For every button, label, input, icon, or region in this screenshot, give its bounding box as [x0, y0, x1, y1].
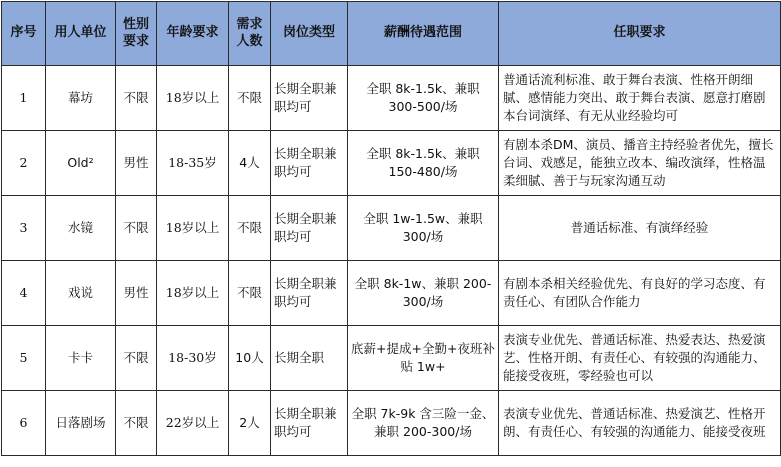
table-row	[2, 131, 781, 196]
cell-employer: 幕坊	[46, 66, 116, 131]
cell-gender: 不限	[116, 66, 157, 131]
header-gender: 性别要求	[116, 2, 157, 66]
cell-requirements: 有剧本杀DM、演员、播音主持经验者优先，擅长台词、戏感足，能独立改本、编改演绎，性格温柔细腻、善于与玩家沟通互动	[499, 131, 781, 196]
cell-seq: 3	[2, 196, 46, 261]
cell-age: 22岁以上	[157, 391, 229, 456]
header-count: 需求人数	[229, 2, 271, 66]
cell-count: 不限	[229, 66, 271, 131]
cell-seq: 2	[2, 131, 46, 196]
cell-seq: 1	[2, 66, 46, 131]
cell-requirements: 表演专业优先、普通话标准、热爱演艺、性格开朗、有责任心、有较强的沟通能力、能接受夜班	[499, 391, 781, 456]
table-body	[2, 66, 781, 456]
cell-age: 18-30岁	[157, 326, 229, 391]
cell-salary: 全职 7k-9k 含三险一金、兼职 200-300/场	[348, 391, 499, 456]
cell-count: 不限	[229, 196, 271, 261]
table-row	[2, 196, 781, 261]
cell-employer: Old²	[46, 131, 116, 196]
cell-age: 18岁以上	[157, 66, 229, 131]
cell-requirements: 表演专业优先、普通话标准、热爱表达、热爱演艺、性格开朗、有责任心、有较强的沟通能力、能接受夜班，零经验也可以	[499, 326, 781, 391]
cell-salary: 全职 8k-1w、兼职 200-300/场	[348, 261, 499, 326]
recruitment-table	[1, 1, 781, 456]
cell-count: 不限	[229, 261, 271, 326]
cell-position: 长期全职兼职均可	[271, 196, 348, 261]
cell-age: 18岁以上	[157, 261, 229, 326]
header-age: 年龄要求	[157, 2, 229, 66]
header-row	[2, 2, 781, 66]
table-row	[2, 66, 781, 131]
cell-gender: 不限	[116, 391, 157, 456]
cell-position: 长期全职兼职均可	[271, 66, 348, 131]
cell-count: 10人	[229, 326, 271, 391]
table-row	[2, 391, 781, 456]
cell-salary: 全职 8k-1.5k、兼职 150-480/场	[348, 131, 499, 196]
cell-seq: 6	[2, 391, 46, 456]
cell-seq: 4	[2, 261, 46, 326]
cell-gender: 不限	[116, 326, 157, 391]
cell-gender: 不限	[116, 196, 157, 261]
cell-age: 18-35岁	[157, 131, 229, 196]
cell-gender: 男性	[116, 261, 157, 326]
header-salary: 薪酬待遇范围	[348, 2, 499, 66]
cell-employer: 日落剧场	[46, 391, 116, 456]
table-row	[2, 326, 781, 391]
cell-position: 长期全职兼职均可	[271, 131, 348, 196]
cell-position: 长期全职兼职均可	[271, 261, 348, 326]
cell-salary: 全职 1w-1.5w、兼职 300/场	[348, 196, 499, 261]
cell-employer: 水镜	[46, 196, 116, 261]
cell-count: 2人	[229, 391, 271, 456]
table-row	[2, 261, 781, 326]
cell-requirements: 普通话流利标准、敢于舞台表演、性格开朗细腻、感情能力突出、敢于舞台表演、愿意打磨剧本台词演绎、有无从业经验均可	[499, 66, 781, 131]
cell-employer: 卡卡	[46, 326, 116, 391]
cell-requirements: 普通话标准、有演绎经验	[499, 196, 781, 261]
cell-employer: 戏说	[46, 261, 116, 326]
header-requirements: 任职要求	[499, 2, 781, 66]
cell-salary: 底薪+提成+全勤+夜班补贴 1w+	[348, 326, 499, 391]
header-seq: 序号	[2, 2, 46, 66]
header-employer: 用人单位	[46, 2, 116, 66]
cell-age: 18岁以上	[157, 196, 229, 261]
header-position: 岗位类型	[271, 2, 348, 66]
cell-position: 长期全职	[271, 326, 348, 391]
cell-position: 长期全职兼职均可	[271, 391, 348, 456]
cell-requirements: 有剧本杀相关经验优先、有良好的学习态度、有责任心、有团队合作能力	[499, 261, 781, 326]
cell-gender: 男性	[116, 131, 157, 196]
cell-seq: 5	[2, 326, 46, 391]
cell-count: 4人	[229, 131, 271, 196]
table-header	[2, 2, 781, 66]
cell-salary: 全职 8k-1.5k、兼职 300-500/场	[348, 66, 499, 131]
